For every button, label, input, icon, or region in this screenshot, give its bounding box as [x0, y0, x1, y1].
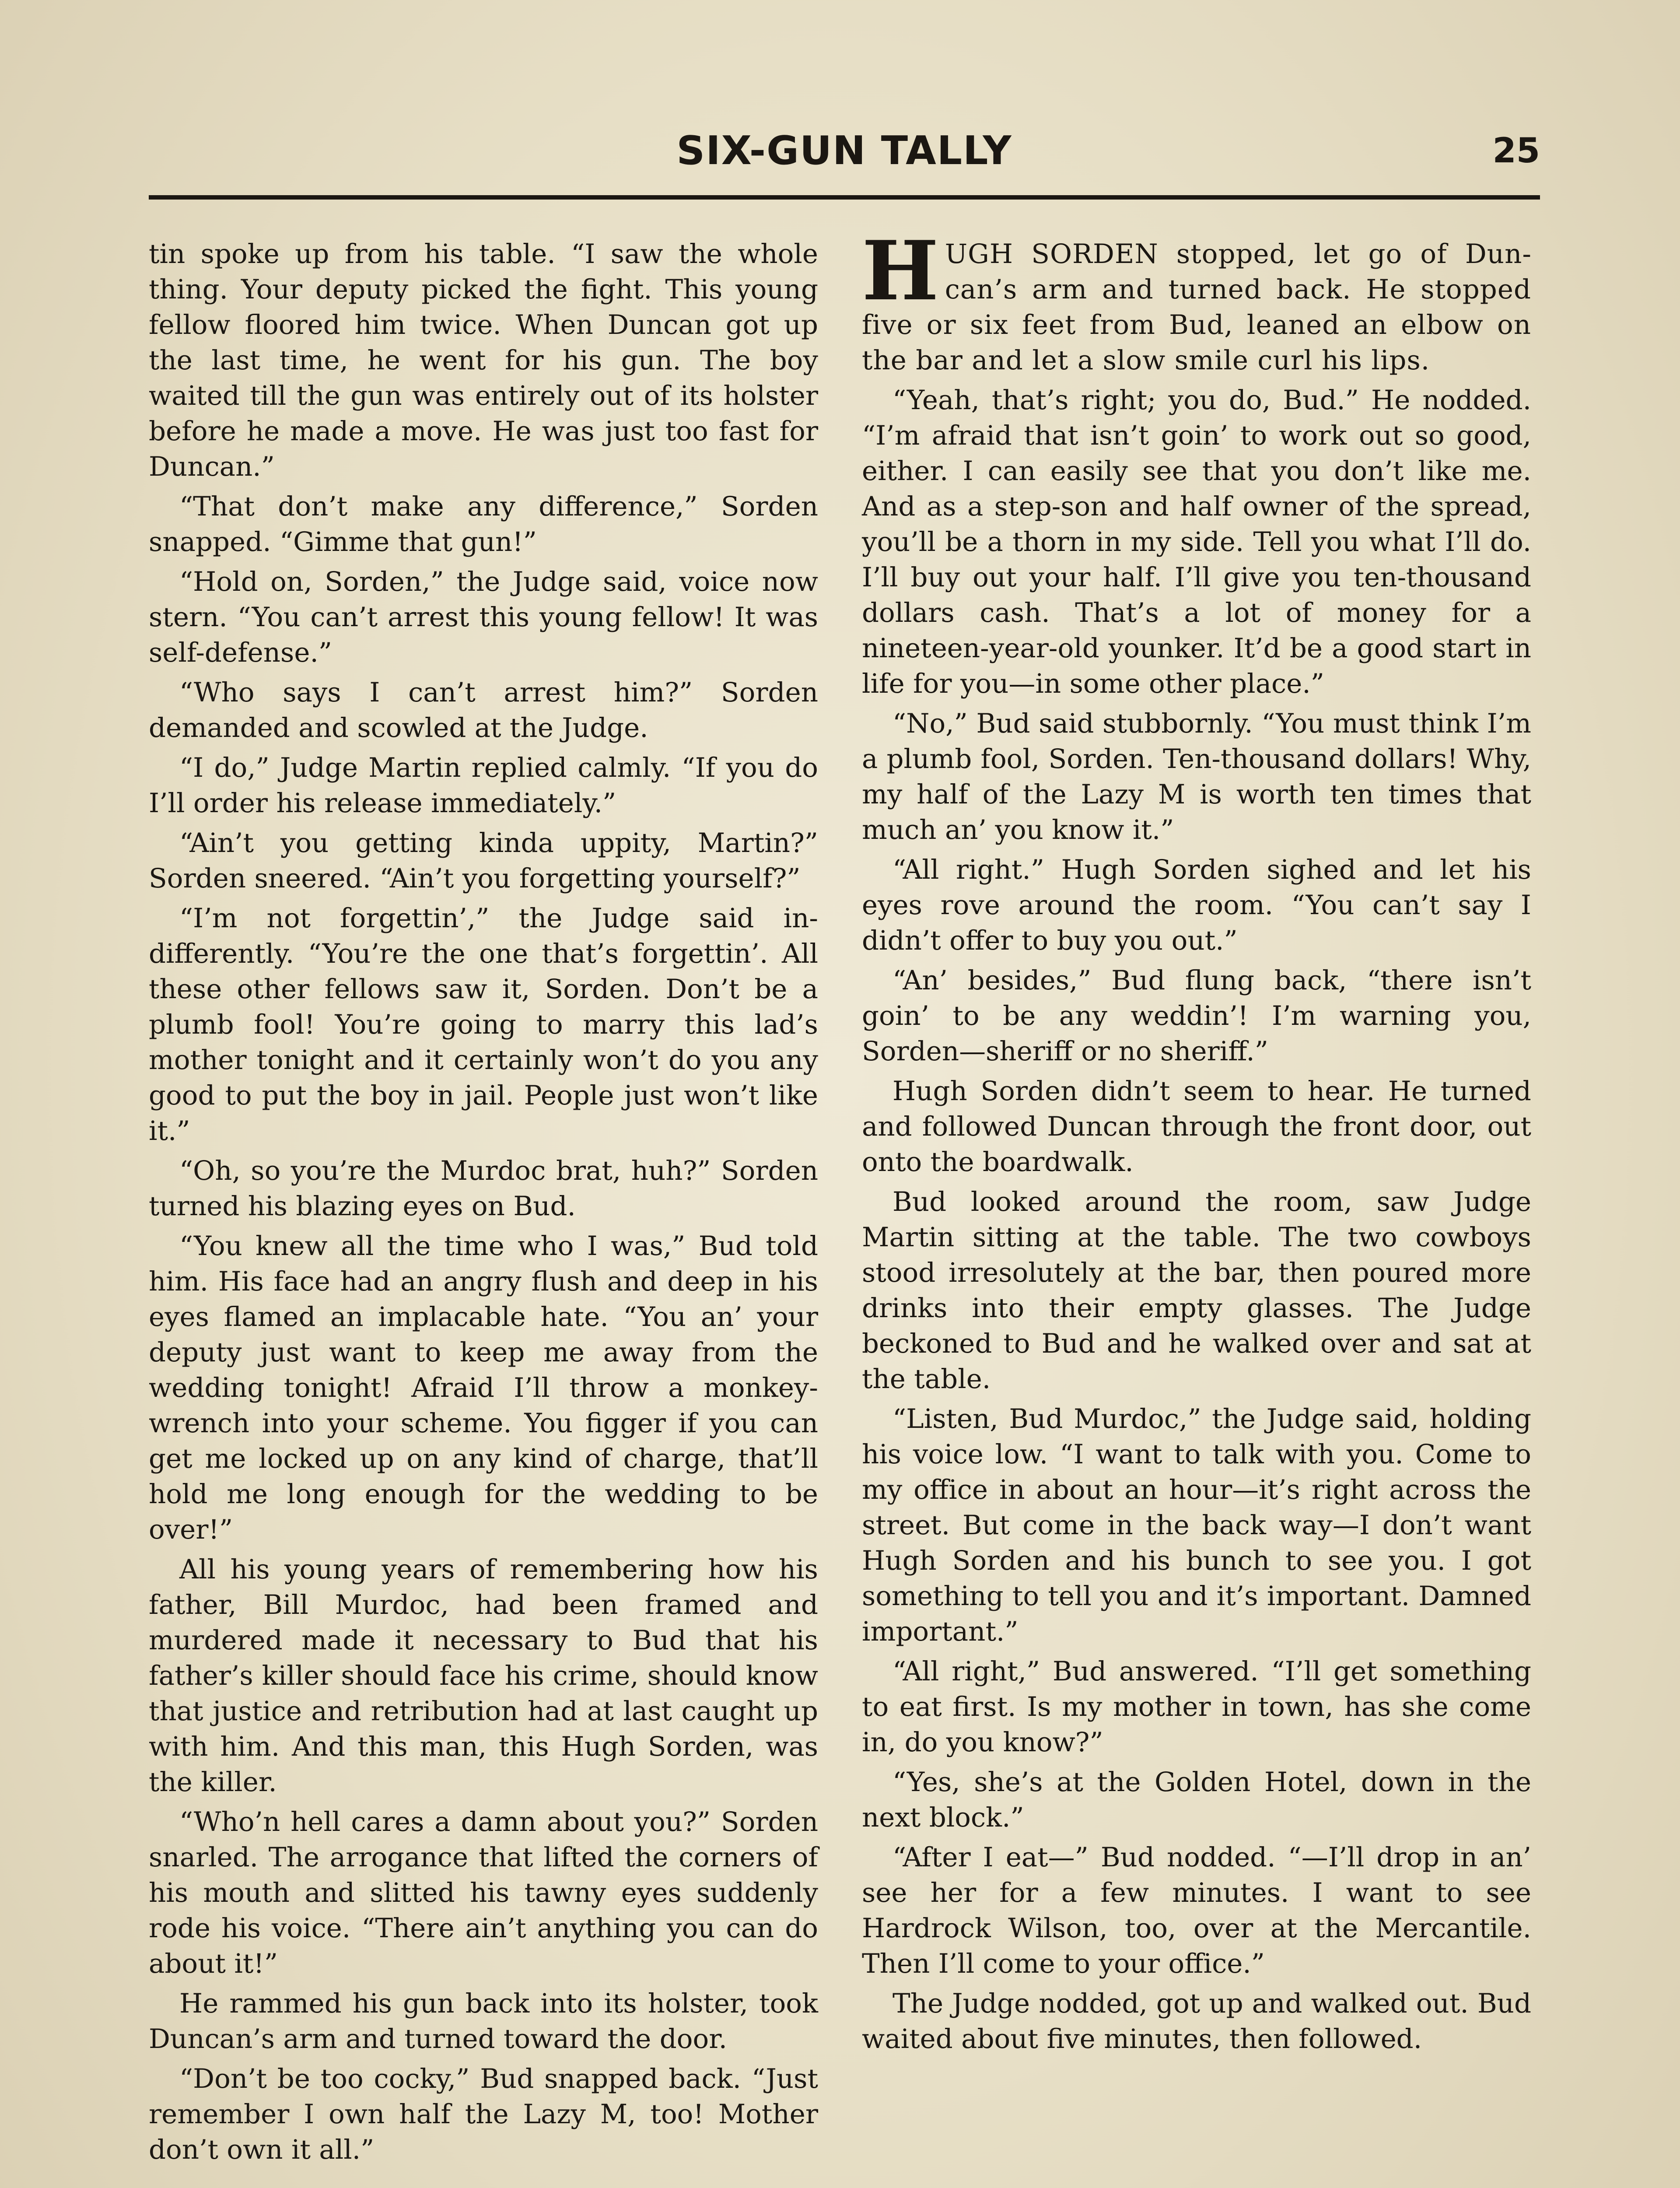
- running-header: [149, 127, 1540, 179]
- left-column: [149, 236, 818, 2172]
- paragraph: “Yeah, that’s right; you do, Bud.” He nodded. “I’m afraid that isn’t goin’ to work out so good, either. I can easily see that you don’t like me. And as a step-son and half owner of the spread, you’ll be a thorn in my side. Tell you what I’ll do. I’ll buy out your half. I’ll give you ten-thousand dollars cash. That’s a lot of money for a nineteen-year-old younker. It’d be a good start in life for you—in some other place.”: [862, 385, 1531, 699]
- paragraph: The Judge nodded, got up and walked out. Bud waited about five minutes, then followed.: [862, 1988, 1531, 2055]
- paragraph: Hugh Sorden didn’t seem to hear. He turned and followed Duncan through the front door, out onto the boardwalk.: [862, 1076, 1531, 1178]
- paragraph: “I’m not forgettin’,” the Judge said indifferently. “You’re the one that’s forgettin’. All these other fellows saw it, Sorden. Don’t be a plumb fool! You’re going to marry this lad’s mother tonight and it certainly won’t do you any good to put the boy in jail. People just won’t like it.”: [149, 903, 818, 1147]
- paragraph: “Hold on, Sorden,” the Judge said, voice now stern. “You can’t arrest this young fellow! It was self-defense.”: [149, 566, 818, 668]
- header-rule: [149, 195, 1540, 200]
- paragraph: “Who says I can’t arrest him?” Sorden demanded and scowled at the Judge.: [149, 677, 818, 743]
- paragraph: “All right.” Hugh Sorden sighed and let his eyes rove around the room. “You can’t say I didn’t offer to buy you out.”: [862, 854, 1531, 956]
- paragraph: “You knew all the time who I was,” Bud told him. His face had an angry flush and deep in his eyes flamed an implacable hate. “You an’ your deputy just want to keep me away from the wedding tonight! Afraid I’ll throw a monkey-wrench into your scheme. You figger if you can get me locked up on any kind of charge, that’ll hold me long enough for the wedding to be over!”: [149, 1231, 818, 1545]
- paragraph: “Listen, Bud Murdoc,” the Judge said, holding his voice low. “I want to talk with you. Come to my office in about an hour—it’s right across the street. But come in the back way—I don’t want Hugh Sorden and his bunch to see you. I got something to tell you and it’s important. Damned important.”: [862, 1403, 1531, 1647]
- paragraph: “An’ besides,” Bud flung back, “there isn’t goin’ to be any weddin’! I’m warning you, Sorden—sheriff or no sheriff.”: [862, 965, 1531, 1067]
- paragraph: “I do,” Judge Martin replied calmly. “If you do I’ll order his release immediately.”: [149, 752, 818, 819]
- paragraph: “Ain’t you getting kinda uppity, Martin?” Sorden sneered. “Ain’t you forgetting yourself?”: [149, 828, 818, 894]
- paragraph: “All right,” Bud answered. “I’ll get something to eat first. Is my mother in town, has she come in, do you know?”: [862, 1656, 1531, 1758]
- drop-cap: H: [862, 223, 939, 319]
- paragraph: All his young years of remembering how his father, Bill Murdoc, had been framed and murdered made it necessary to Bud that his father’s killer should face his crime, should know that justice and retribution had at last caught up with him. And this man, this Hugh Sorden, was the killer.: [149, 1554, 818, 1798]
- paragraph: “After I eat—” Bud nodded. “—I’ll drop in an’ see her for a few minutes. I want to see Hardrock Wilson, too, over at the Mercantile. Then I’ll come to your office.”: [862, 1842, 1531, 1979]
- paragraph: Bud looked around the room, saw Judge Martin sitting at the table. The two cowboys stood irresolutely at the bar, then poured more drinks into their empty glasses. The Judge beckoned to Bud and he walked over and sat at the table.: [862, 1186, 1531, 1395]
- lead-paragraph: [862, 223, 1531, 378]
- right-column: [862, 223, 1531, 2061]
- paragraph: “Who’n hell cares a damn about you?” Sorden snarled. The arrogance that lifted the corners of his mouth and slitted his tawny eyes suddenly rode his voice. “There ain’t anything you can do about it!”: [149, 1806, 818, 1979]
- lead-text: UGH SORDEN stopped, let go of Duncan’s arm and turned back. He stopped five or six feet from Bud, leaned an elbow on the bar and let a slow smile curl his lips.: [862, 238, 1531, 376]
- paragraph: tin spoke up from his table. “I saw the whole thing. Your deputy picked the fight. This young fellow floored him twice. When Duncan got up the last time, he went for his gun. The boy waited till the gun was entirely out of its holster before he made a move. He was just too fast for Duncan.”: [149, 238, 818, 482]
- page-number: 25: [1492, 131, 1540, 171]
- story-title: SIX-GUN TALLY: [676, 128, 1012, 174]
- paragraph: He rammed his gun back into its holster, took Duncan’s arm and turned toward the door.: [149, 1988, 818, 2055]
- paragraph: “No,” Bud said stubbornly. “You must think I’m a plumb fool, Sorden. Ten-thousand dollars! Why, my half of the Lazy M is worth ten times that much an’ you know it.”: [862, 708, 1531, 845]
- paragraph: “Oh, so you’re the Murdoc brat, huh?” Sorden turned his blazing eyes on Bud.: [149, 1155, 818, 1222]
- paragraph: “That don’t make any difference,” Sorden snapped. “Gimme that gun!”: [149, 491, 818, 558]
- paragraph: “Yes, she’s at the Golden Hotel, down in the next block.”: [862, 1767, 1531, 1833]
- paragraph: “Don’t be too cocky,” Bud snapped back. “Just remember I own half the Lazy M, too! Mother don’t own it all.”: [149, 2063, 818, 2165]
